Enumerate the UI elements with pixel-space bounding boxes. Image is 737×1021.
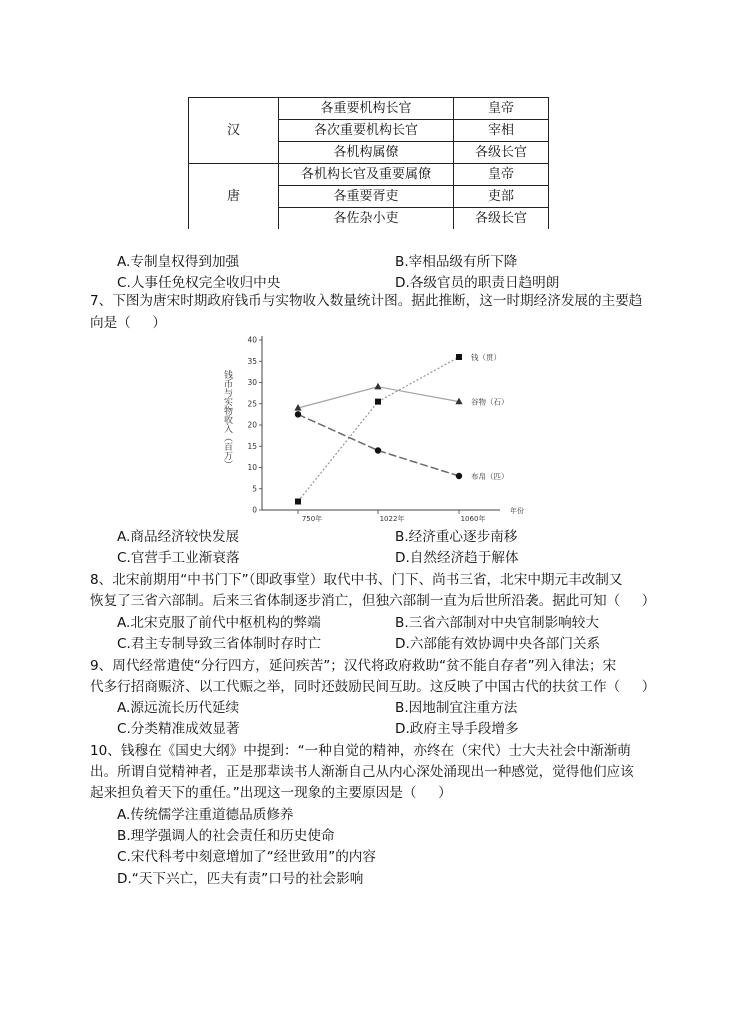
y-tick-label: 15 (247, 441, 257, 451)
q6-option-c: C.人事任免权完全收归中央 (117, 275, 281, 291)
appointment-table (188, 97, 549, 229)
q6-option-b: B.宰相品级有所下降 (395, 254, 518, 270)
series-line-cloth (298, 414, 459, 476)
income-line-chart (200, 330, 540, 530)
x-tick-label: 1022年 (379, 515, 405, 523)
q8-option-c: C.君主专制导致三省体制时存时亡 (117, 636, 322, 652)
q9-option-d: D.政府主导手段增多 (395, 721, 519, 737)
x-axis-label: 年份 (510, 507, 524, 515)
q7-option-c: C.官营手工业渐衰落 (117, 550, 240, 566)
q8-option-a: A.北宋克服了前代中枢机构的弊端 (117, 615, 321, 631)
appointer-cell: 宰相 (454, 120, 549, 142)
q8-stem-line-2: 恢复了三省六部制。后来三省体制逐步消亡，但独六部制一直为后世所沿袭。据此可知（ ） (90, 593, 656, 609)
data-point-cloth-2 (375, 447, 381, 453)
q9-option-a: A.源远流长历代延续 (117, 700, 240, 716)
q10-option-a: A.传统儒学注重道德品质修养 (117, 807, 294, 823)
q10-option-c: C.宋代科考中刻意增加了“经世致用”的内容 (117, 849, 376, 865)
data-point-coin-3 (456, 354, 462, 360)
series-label-cloth: 布帛（匹） (471, 472, 509, 481)
q8-stem-line-1: 8、北宋前期用“中书门下”（即政事堂）取代中书、门下、尚书三省，北宋中期元丰改制又 (90, 572, 623, 588)
appointer-cell: 皇帝 (454, 164, 549, 186)
appointer-cell: 吏部 (454, 186, 549, 208)
appointer-cell: 各级长官 (454, 208, 549, 230)
officials-cell: 各重要机构长官 (279, 98, 454, 120)
officials-cell: 各重要胥吏 (279, 186, 454, 208)
q9-stem-line-2: 代多行招商赈济、以工代赈之举，同时还鼓励民间互助。这反映了中国古代的扶贫工作（ ） (90, 679, 656, 695)
officials-cell: 各机构属僚 (279, 142, 454, 164)
q10-stem-line-1: 10、钱穆在《国史大纲》中提到：“一种自觉的精神，亦终在（宋代）士大夫社会中渐渐萌 (90, 743, 631, 759)
appointer-cell: 皇帝 (454, 98, 549, 120)
data-point-cloth-1 (295, 411, 301, 417)
q8-option-b: B.三省六部制对中央官制影响较大 (395, 615, 599, 631)
data-point-cloth-3 (456, 473, 462, 479)
y-tick-label: 20 (247, 420, 257, 430)
appointer-cell: 各级长官 (454, 142, 549, 164)
q6-option-d: D.各级官员的职责日趋明朗 (395, 275, 560, 291)
q7-stem-line-1: 7、下图为唐宋时期政府钱币与实物收入数量统计图。据此推断，这一时期经济发展的主要趋 (90, 293, 643, 309)
dynasty-han-cell: 汉 (189, 98, 279, 164)
x-tick-label: 750年 (301, 515, 323, 523)
q7-option-d: D.自然经济趋于解体 (395, 550, 519, 566)
data-point-coin-1 (295, 499, 301, 505)
x-tick-label: 1060年 (460, 515, 486, 523)
officials-cell: 各次重要机构长官 (279, 120, 454, 142)
y-tick-label: 30 (247, 378, 257, 388)
q7-stem-line-2: 向是（ ） (90, 315, 166, 331)
y-tick-label: 10 (247, 463, 257, 473)
y-tick-label: 40 (247, 335, 257, 345)
series-label-grain: 谷物（石） (471, 397, 509, 407)
series-line-coin (298, 357, 459, 502)
data-point-coin-2 (375, 399, 381, 405)
q10-stem-line-3: 起来担负着天下的重任。”出现这一现象的主要原因是（ ） (90, 785, 452, 801)
officials-cell: 各佐杂小吏 (279, 208, 454, 230)
table-row (189, 164, 549, 186)
q9-option-c: C.分类精准成效显著 (117, 721, 240, 737)
q8-option-d: D.六部能有效协调中央各部门关系 (395, 636, 601, 652)
series-label-coin: 钱（贯） (471, 353, 501, 362)
q9-option-b: B.因地制宜注重方法 (395, 700, 518, 716)
chart-y-axis-label: 钱币与实物收入（百万） (222, 370, 232, 469)
q10-option-b: B.理学强调人的社会责任和历史使命 (117, 828, 335, 844)
q9-stem-line-1: 9、周代经常遣使“分行四方，延问疾苦”；汉代将政府救助“贫不能自存者”列入律法；宋 (90, 658, 617, 674)
q7-option-a: A.商品经济较快发展 (117, 529, 240, 545)
data-point-grain-2 (374, 383, 381, 390)
y-tick-label: 0 (252, 505, 257, 515)
dynasty-tang-cell: 唐 (189, 164, 279, 230)
q10-option-d: D.“天下兴亡，匹夫有责”口号的社会影响 (117, 871, 364, 887)
y-tick-label: 35 (247, 356, 257, 366)
officials-cell: 各机构长官及重要属僚 (279, 164, 454, 186)
series-line-grain (298, 387, 459, 408)
q6-option-a: A.专制皇权得到加强 (117, 254, 240, 270)
y-tick-label: 5 (252, 484, 257, 494)
y-tick-label: 25 (247, 399, 257, 409)
q7-option-b: B.经济重心逐步南移 (395, 529, 518, 545)
table-row (189, 98, 549, 120)
q10-stem-line-2: 出。所谓自觉精神者，正是那辈读书人渐渐自己从内心深处涌现出一种感觉，觉得他们应该 (90, 764, 634, 780)
